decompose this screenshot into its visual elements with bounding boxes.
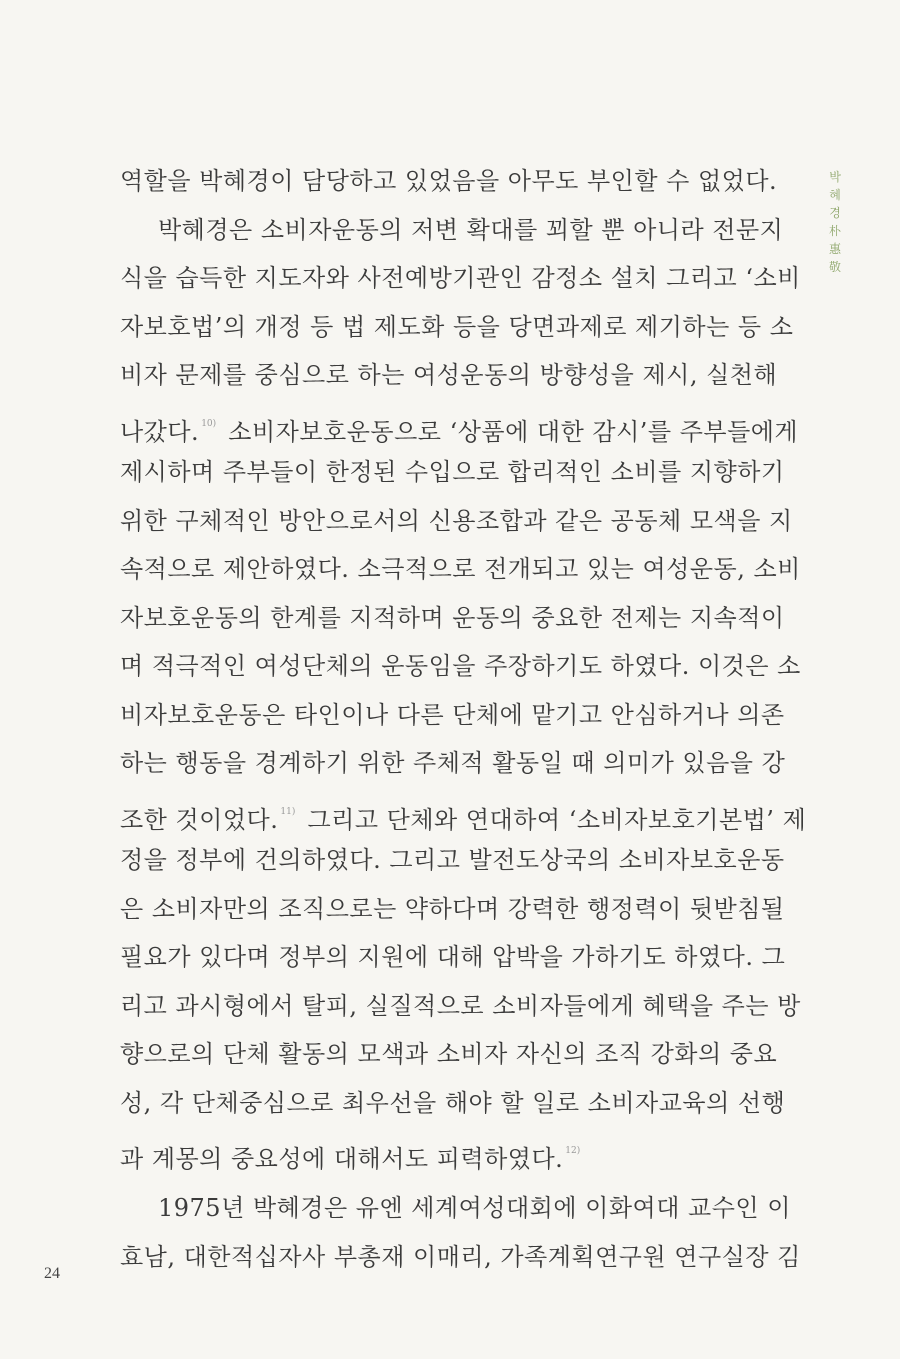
footnote-marker: 12) xyxy=(565,1146,581,1156)
body-text-line: 향으로의 단체 활동의 모색과 소비자 자신의 조직 강화의 중요 xyxy=(120,1040,778,1068)
page-number: 24 xyxy=(44,1265,60,1282)
body-text-line: 과 계몽의 중요성에 대해서도 피력하였다. $^{12)}$ xyxy=(120,1145,581,1173)
footnote-marker: 11) xyxy=(280,807,296,817)
author-name-char: 朴 xyxy=(828,224,841,238)
author-name-char: 惠 xyxy=(828,242,841,256)
body-text-line: 조한 것이었다. $^{11)}$ 그리고 단체와 연대하여 ‘소비자보호기본법’ 제 xyxy=(120,806,807,834)
body-text-line: 비자보호운동은 타인이나 다른 단체에 맡기고 안심하거나 의존 xyxy=(120,701,785,729)
body-text-line: 1975년 박혜경은 유엔 세계여성대회에 이화여대 교수인 이 xyxy=(158,1194,791,1222)
body-text-line: 자보호법’의 개정 등 법 제도화 등을 당면과제로 제기하는 등 소 xyxy=(120,313,794,341)
body-text-line: 효남, 대한적십자사 부총재 이매리, 가족계획연구원 연구실장 김 xyxy=(120,1243,801,1271)
body-text-line: 제시하며 주부들이 한정된 수입으로 합리적인 소비를 지향하기 xyxy=(120,458,785,486)
author-name-char: 경 xyxy=(829,206,841,220)
running-header-author-name xyxy=(820,168,850,276)
body-text-line: 은 소비자만의 조직으로는 약하다며 강력한 행정력이 뒷받침될 xyxy=(120,895,785,923)
body-text-line: 필요가 있다며 정부의 지원에 대해 압박을 가하기도 하였다. 그 xyxy=(120,943,786,971)
body-text-line: 위한 구체적인 방안으로서의 신용조합과 같은 공동체 모색을 지 xyxy=(120,507,793,535)
body-text-line: 속적으로 제안하였다. 소극적으로 전개되고 있는 여성운동, 소비 xyxy=(120,555,801,583)
author-name-char: 敬 xyxy=(828,260,841,274)
author-name-char: 혜 xyxy=(829,188,841,202)
body-text-line: 박혜경은 소비자운동의 저변 확대를 꾀할 뿐 아니라 전문지 xyxy=(158,216,784,244)
body-text-line: 식을 습득한 지도자와 사전예방기관인 감정소 설치 그리고 ‘소비 xyxy=(120,264,801,292)
body-text-line: 며 적극적인 여성단체의 운동임을 주장하기도 하였다. 이것은 소 xyxy=(120,652,801,680)
body-text-line: 비자 문제를 중심으로 하는 여성운동의 방향성을 제시, 실천해 xyxy=(120,361,778,389)
body-text-line: 정을 정부에 건의하였다. 그리고 발전도상국의 소비자보호운동 xyxy=(120,846,785,874)
body-text-line: 성, 각 단체중심으로 최우선을 해야 할 일로 소비자교육의 선행 xyxy=(120,1089,786,1117)
body-text-line: 하는 행동을 경계하기 위한 주체적 활동일 때 의미가 있음을 강 xyxy=(120,749,786,777)
footnote-marker: 10) xyxy=(201,419,217,429)
body-text-line: 리고 과시형에서 탈피, 실질적으로 소비자들에게 혜택을 주는 방 xyxy=(120,992,801,1020)
body-text-line: 역할을 박혜경이 담당하고 있었음을 아무도 부인할 수 없었다. xyxy=(120,167,778,195)
body-text-line: 자보호운동의 한계를 지적하며 운동의 중요한 전제는 지속적이 xyxy=(120,604,785,632)
author-name-char: 박 xyxy=(829,170,841,184)
body-text-line: 나갔다. $^{10)}$ 소비자보호운동으로 ‘상품에 대한 감시’를 주부들에게 xyxy=(120,418,799,446)
